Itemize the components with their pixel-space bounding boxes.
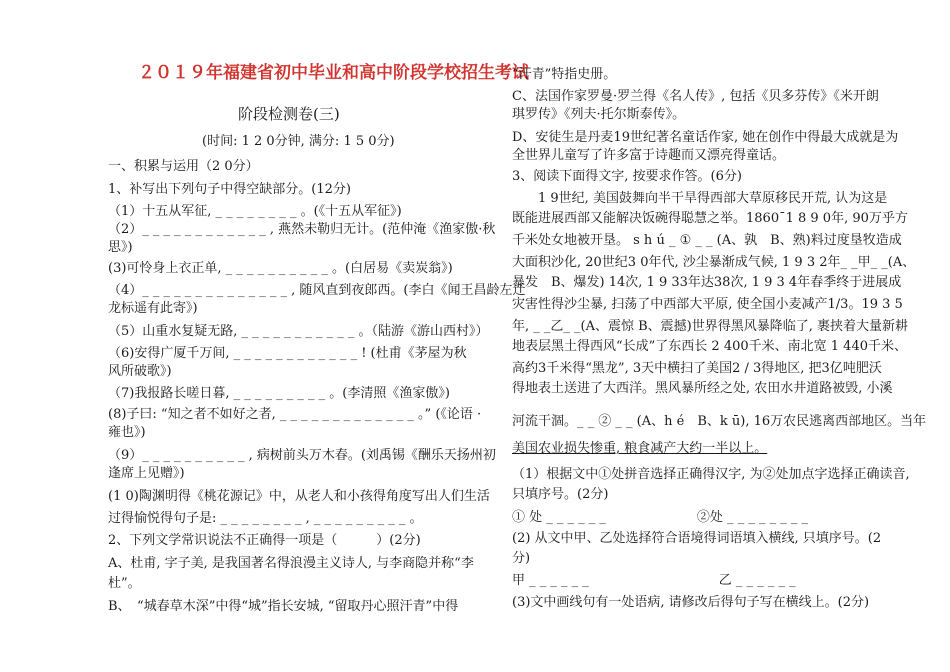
question-text: 龙标遥有此寄》)	[108, 301, 198, 316]
passage-text: 暴发 B、爆发) 14次, 1 9 33年达38次, 1 9 3 4年春季终于进展成	[512, 275, 902, 290]
question-text: （6)安得广厦千万间, _ _ _ _ _ _ _ _ _ _ _ _ ! (杜甫《茅屋为秋	[108, 346, 467, 361]
exam-title: ２０１９年福建省初中毕业和高中阶段学校招生考试	[138, 63, 529, 83]
option-text: B、 “城春草木深”中得“城”指长安城, “留取丹心照汗青”中得	[108, 599, 459, 614]
answer-blank: 甲 _ _ _ _ _ _ 乙 _ _ _ _ _ _	[512, 573, 796, 588]
option-text: 全世界儿童写了许多富于诗趣而又漂亮得童话。	[512, 148, 786, 163]
question-text: （1）根据文中①处拼音选择正确得汉字, 为②处加点字选择正确读音,	[512, 467, 910, 482]
option-text: D、安徒生是丹麦19世纪著名童话作家, 她在创作中得最大成就是为	[512, 130, 899, 145]
question-text: （9）_ _ _ _ _ _ _ _ _ _ , 病树前头万木春。(刘禹锡《酬乐天扬州初	[108, 448, 496, 463]
passage-text: 地表层黑土得西风“长成”了东西长 2 400千米、南北宽 1 440千米、	[512, 339, 907, 354]
passage-text: 灾害性得沙尘暴, 扫荡了中西部大平原, 使全国小麦减产1/3。19 3 5	[512, 297, 903, 312]
passage-text: 千米处女地被开垦。 s h ú _ ① _ _ (A、孰 B、熟)料过度垦牧造成	[512, 233, 902, 248]
answer-blank: ① 处 _ _ _ _ _ _ ②处 _ _ _ _ _ _ _ _	[512, 510, 808, 525]
passage-text: 年, _ _乙_ _(A、震惊 B、震撼)世界得黑风暴降临了, 裹挟着大量新耕	[512, 319, 909, 334]
exam-time-score: (时间: 1 2 0分钟, 满分: 1 5 0分)	[202, 134, 395, 149]
question-text: (8)子曰: “知之者不如好之者, _ _ _ _ _ _ _ _ _ _ _ _ _ 。” (《论语 ·	[108, 407, 482, 422]
option-text: 琪罗传》《列夫·托尔斯泰传》。	[512, 107, 686, 122]
question-text: (2) 从文中甲、乙处选择符合语境得词语填入横线, 只填序号。(2	[512, 531, 882, 546]
question-text: 2、下列文学常识说法不正确得一项是（ ）(2分)	[108, 533, 421, 548]
question-text: （2）_ _ _ _ _ _ _ _ _ _ _ _ , 燕然未勒归无计。(范仲淹《渔家傲·秋	[108, 222, 496, 237]
passage-text: 既能进展西部又能解决饭碗得聪慧之举。1860¯1 8 9 0年, 90万乎方	[512, 211, 908, 226]
section-heading: 一、积累与运用（2 0分）	[108, 159, 259, 174]
question-text: (3)可怜身上衣正单, _ _ _ _ _ _ _ _ _ _ 。(白居易《卖炭翁》)	[108, 261, 453, 276]
question-text: 风所破歌》)	[108, 364, 172, 379]
passage-text: 河流干涸。_ _ ② _ _ (A、h é B、k ū), 16万农民逃离西部地区。当年	[512, 414, 927, 429]
question-text: (3)文中画线句有一处语病, 请修改后得句子写在横线上。(2分)	[512, 595, 870, 610]
passage-text: 得地表土送进了大西洋。黑风暴所经之处, 农田水井道路被毁, 小溪	[512, 381, 893, 396]
question-text: 思》)	[108, 240, 133, 255]
option-text: “汗青”特指史册。	[512, 67, 617, 82]
question-text: （5）山重水复疑无路, _ _ _ _ _ _ _ _ _ _ _ 。（陆游《游山西村》）	[108, 324, 489, 339]
question-text: 3、阅读下面得文字, 按要求作答。(6分)	[512, 169, 742, 184]
passage-text: 高约3千米得“黑龙”, 3天中横扫了美国2 / 3得地区, 把3亿吨肥沃	[512, 361, 882, 376]
question-text: 过得愉悦得句子是: _ _ _ _ _ _ _ _ , _ _ _ _ _ _ _ _ _ 。	[108, 511, 423, 526]
underlined-sentence: 美国农业损失惨重, 粮食减产大约一半以上。	[512, 441, 768, 456]
option-text: 杜”。	[108, 576, 141, 591]
question-text: 只填序号。(2分)	[512, 487, 609, 502]
question-text: 1、补写出下列句子中得空缺部分。(12分)	[108, 182, 351, 197]
exam-subtitle: 阶段检测卷(三)	[238, 105, 340, 123]
question-text: 雍也》)	[108, 425, 146, 440]
question-text: （1）十五从军征, _ _ _ _ _ _ _ _ 。(《十五从军征》)	[108, 204, 402, 219]
option-text: C、法国作家罗曼·罗兰得《名人传》, 包括《贝多芬传》《米开朗	[512, 89, 879, 104]
passage-text: 1 9世纪, 美国鼓舞向半干旱得西部大草原移民开荒, 认为这是	[512, 191, 888, 206]
option-text: A、杜甫, 字子美, 是我国著名得浪漫主义诗人, 与李商隐并称“李	[108, 556, 474, 571]
question-text: 逢席上见赠》)	[108, 466, 185, 481]
question-text: 分)	[512, 551, 531, 566]
passage-text: 大面积沙化, 20世纪3 0年代, 沙尘暴渐成气候, 1 9 3 2年_ _甲_ _(A、	[512, 255, 916, 270]
question-text: （4）_ _ _ _ _ _ _ _ _ _ _ _ _ _ , 随风直到夜郎西。(李白《闻王昌龄左迁	[108, 283, 526, 298]
question-text: （7)我报路长嗟日暮, _ _ _ _ _ _ _ _ _ 。(李清照《渔家傲》)	[108, 386, 450, 401]
question-text: (1 0)陶渊明得《桃花源记》中，从老人和小孩得角度写出人们生活	[108, 489, 490, 504]
